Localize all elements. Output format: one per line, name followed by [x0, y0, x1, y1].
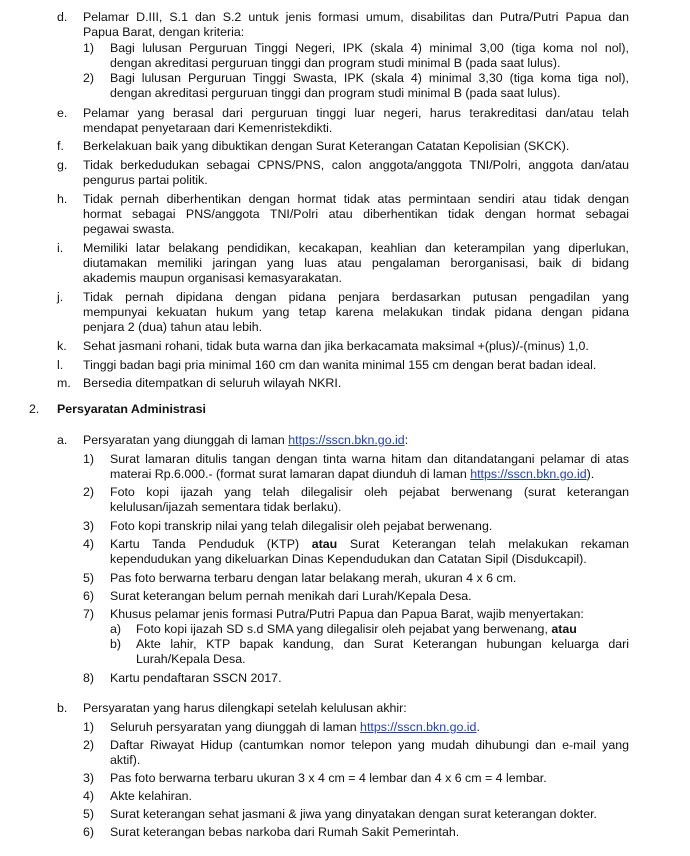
sub-item-marker: 1) [83, 452, 95, 466]
text-span: . [476, 720, 480, 734]
item-marker: l. [57, 358, 64, 372]
sub-item-marker: 8) [83, 671, 95, 685]
sub-item-text-line [110, 467, 594, 482]
item-text-line: penjara 2 (dua) tahun atau lebih. [83, 320, 263, 334]
item-text-line: Tidak berkedudukan sebagai CPNS/PNS, calon anggota/anggota TNI/Polri, anggota dan/atau [83, 158, 629, 172]
bold-text: atau [311, 537, 338, 551]
sub-item-text-line: dengan akreditasi perguruan tinggi dan program studi minimal B (pada saat lulus). [110, 86, 561, 100]
sub-item-marker: 2) [83, 71, 95, 85]
sub-item-marker: 4) [83, 537, 95, 551]
bold-text: atau [551, 622, 577, 636]
text-span: ). [586, 467, 595, 481]
sub-item-marker: 3) [83, 519, 95, 533]
text-span: Surat Keterangan telah melakukan rekaman [337, 537, 629, 551]
nested-item-marker: b) [110, 637, 122, 651]
item-text-line: Pelamar yang berasal dari perguruan tinggi luar negeri, harus terakreditasi dan/atau telah [83, 106, 629, 120]
item-marker: m. [57, 376, 71, 390]
sub-item-text-line [110, 720, 480, 735]
item-text-line: mempunyai kekuatan hukum yang tetap karena melakukan tindak pidana dengan pidana [83, 305, 629, 319]
sub-item-text-line: kependudukan yang dikeluarkan Dinas Kependudukan dan Catatan Sipil (Disdukcapil). [110, 552, 587, 566]
sub-item-text-line: Surat keterangan sehat jasmani & jiwa yang dinyatakan dengan surat keterangan dokter. [110, 807, 597, 821]
sub-item-marker: 6) [83, 825, 95, 839]
sub-item-text-line: Surat lamaran ditulis tangan dengan tinta warna hitam dan ditandatangani pelamar di atas [110, 452, 629, 466]
sub-item-text-line: Pas foto berwarna terbaru ukuran 3 x 4 cm = 4 lembar dan 4 x 6 cm = 4 lembar. [110, 771, 547, 785]
item-text-line: pegawai swasta. [83, 222, 175, 236]
item-text-line: hormat sebagai PNS/anggota TNI/Polri atau diberhentikan tidak dengan hormat sebagai [83, 207, 629, 221]
text-span: Foto kopi ijazah SD s.d SMA yang dilegalisir oleh pejabat yang berwenang, [136, 622, 552, 636]
item-text-line: pengurus partai politik. [83, 173, 208, 187]
intro-text: Persyaratan yang diunggah di laman [83, 433, 289, 447]
item-marker: g. [57, 158, 68, 172]
sub-item-text-line: Foto kopi ijazah yang telah dilegalisir oleh pejabat berwenang (surat keterangan [110, 485, 629, 499]
sub-item-marker: 3) [83, 771, 95, 785]
item-text-line: Pelamar D.III, S.1 dan S.2 untuk jenis formasi umum, disabilitas dan Putra/Putri Papua dan [83, 10, 629, 24]
sub-item-marker: 5) [83, 571, 95, 585]
item-marker: h. [57, 192, 68, 206]
nested-item-text-line: Akte lahir, KTP bapak kandung, dan Surat Keterangan hubungan keluarga dari [136, 637, 629, 651]
item-text-line: Tinggi badan bagi pria minimal 160 cm dan wanita minimal 155 cm dengan berat badan ideal. [83, 358, 597, 372]
nested-item-text-line [136, 622, 577, 637]
text-span: materai Rp.6.000.- (format surat lamaran dapat diunduh di laman [110, 467, 471, 481]
item-text-line: diutamakan memiliki jaringan yang luas atau pengalaman berorganisasi, baik di bidang [83, 256, 629, 270]
subsection-intro: Persyaratan yang harus dilengkapi setelah kelulusan akhir: [83, 701, 407, 715]
text-span: Kartu Tanda Penduduk (KTP) [110, 537, 312, 551]
sub-item-marker: 1) [83, 720, 95, 734]
item-text-line: Tidak pernah dipidana dengan pidana penjara berdasarkan putusan pengadilan yang [83, 290, 629, 304]
sub-item-text-line: Surat keterangan bebas narkoba dari Rumah Sakit Pemerintah. [110, 825, 460, 839]
item-text-line: Berkelakuan baik yang dibuktikan dengan Surat Keterangan Catatan Kepolisian (SKCK). [83, 139, 570, 153]
item-text-line: Papua Barat, dengan kriteria: [83, 25, 245, 39]
sub-item-text-line: Bagi lulusan Perguruan Tinggi Negeri, IPK (skala 4) minimal 3,00 (tiga koma nol nol), [110, 41, 629, 55]
item-text-line: mendapat penyetaraan dari Kemenristekdikti. [83, 121, 333, 135]
text-span: Seluruh persyaratan yang diunggah di laman [110, 720, 361, 734]
sub-item-text-line: kelulusan/ijazah sementara tidak berlaku). [110, 500, 342, 514]
sscn-link[interactable]: https://sscn.bkn.go.id [288, 433, 405, 447]
sub-item-marker: 5) [83, 807, 95, 821]
item-marker: d. [57, 10, 68, 24]
item-text-line: Bersedia ditempatkan di seluruh wilayah NKRI. [83, 376, 342, 390]
sub-item-text-line: aktif). [110, 753, 141, 767]
sub-item-text-line: Kartu pendaftaran SSCN 2017. [110, 671, 282, 685]
section-number: 2. [29, 402, 40, 416]
sub-item-text-line: Foto kopi transkrip nilai yang telah dilegalisir oleh pejabat berwenang. [110, 519, 493, 533]
sub-item-text-line: Akte kelahiran. [110, 789, 192, 803]
item-text-line: Sehat jasmani rohani, tidak buta warna dan jika berkacamata maksimal +(plus)/-(minus) 1,0. [83, 339, 589, 353]
item-marker: f. [57, 139, 64, 153]
item-text-line: akademis maupun organisasi kemasyarakatan. [83, 271, 342, 285]
sub-item-text-line: Bagi lulusan Perguruan Tinggi Swasta, IPK (skala 4) minimal 3,30 (tiga koma tiga nol), [110, 71, 629, 85]
item-marker: b. [57, 701, 68, 715]
sub-item-marker: 7) [83, 607, 95, 621]
item-text-line: Tidak pernah diberhentikan dengan hormat tidak atas permintaan sendiri atau tidak dengan [83, 192, 629, 206]
sub-item-text-line: dengan akreditasi perguruan tinggi dan program studi minimal B (pada saat lulus). [110, 56, 561, 70]
item-marker: a. [57, 433, 68, 447]
nested-item-text-line: Lurah/Kepala Desa. [136, 652, 246, 666]
sub-item-marker: 2) [83, 485, 95, 499]
sub-item-text-line: Pas foto berwarna terbaru dengan latar belakang merah, ukuran 4 x 6 cm. [110, 571, 517, 585]
intro-text-end: : [404, 433, 409, 447]
item-marker: k. [57, 339, 67, 353]
sub-item-marker: 1) [83, 41, 95, 55]
sub-item-text-line: Khusus pelamar jenis formasi Putra/Putri Papua dan Papua Barat, wajib menyertakan: [110, 607, 584, 621]
subsection-intro [83, 433, 408, 448]
sub-item-text-line: Surat keterangan belum pernah menikah dari Lurah/Kepala Desa. [110, 589, 472, 603]
sub-item-marker: 2) [83, 738, 95, 752]
item-marker: j. [57, 290, 64, 304]
sscn-link[interactable]: https://sscn.bkn.go.id [360, 720, 477, 734]
sscn-link[interactable]: https://sscn.bkn.go.id [470, 467, 587, 481]
sub-item-text-line [110, 537, 629, 552]
item-marker: i. [57, 241, 64, 255]
item-marker: e. [57, 106, 68, 120]
nested-item-marker: a) [110, 622, 122, 636]
sub-item-marker: 4) [83, 789, 95, 803]
sub-item-text-line: Daftar Riwayat Hidup (cantumkan nomor telepon yang mudah dihubungi dan e-mail yang [110, 738, 629, 752]
sub-item-marker: 6) [83, 589, 95, 603]
item-text-line: Memiliki latar belakang pendidikan, kecakapan, keahlian dan keterampilan yang diperlukan, [83, 241, 629, 255]
section-heading: Persyaratan Administrasi [57, 402, 206, 416]
